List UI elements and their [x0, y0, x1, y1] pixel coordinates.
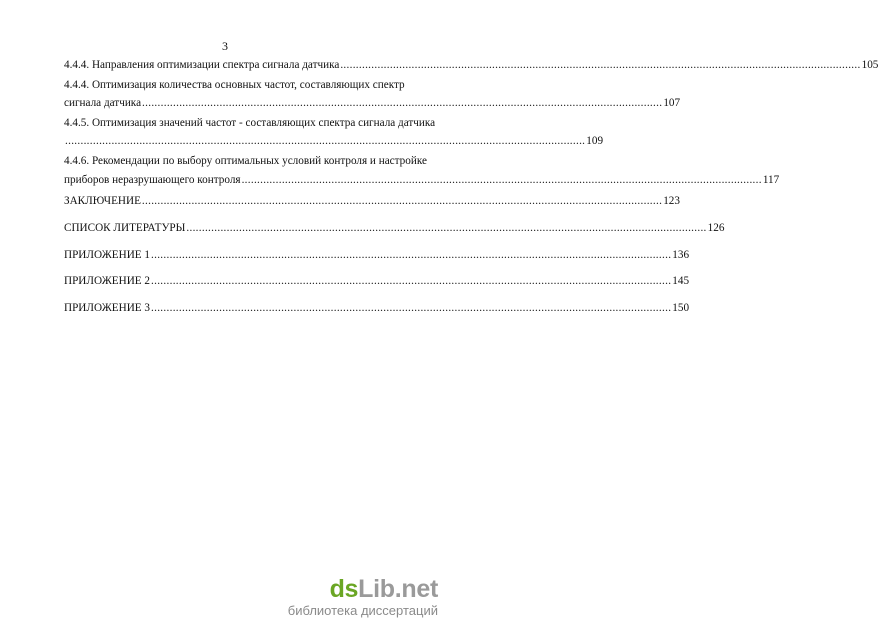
- logo-ds: ds: [329, 575, 359, 603]
- toc-entry-page: 126: [707, 222, 725, 234]
- toc-entry-page: 123: [663, 195, 680, 207]
- toc-entry-title: ПРИЛОЖЕНИЕ 1: [64, 249, 151, 261]
- toc-entry: [64, 301, 690, 316]
- dot-leader: ........................................................................................................................................................................: [241, 174, 762, 186]
- dot-leader: ........................................................................................................................................................................: [65, 135, 586, 147]
- toc-entry-page: 150: [672, 302, 690, 314]
- dot-leader: ........................................................................................................................................................................: [151, 302, 672, 314]
- toc-entry: [64, 221, 725, 236]
- dot-leader: ........................................................................................................................................................................: [186, 222, 707, 234]
- dslib-logo: [288, 575, 438, 603]
- toc-entry-title: сигнала датчика: [64, 97, 142, 109]
- dslib-watermark: [288, 575, 438, 618]
- watermark-subtitle: библиотека диссертаций: [287, 603, 438, 618]
- toc-entry: [64, 248, 690, 263]
- toc-entry: [64, 78, 419, 93]
- logo-net: .net: [394, 575, 438, 603]
- dot-leader: ........................................................................................................................................................................: [142, 97, 663, 109]
- toc-entry-continuation: [64, 173, 780, 188]
- toc-entry: [64, 116, 436, 131]
- toc-entry-page: 117: [762, 174, 780, 186]
- toc-entry-continuation: [64, 134, 604, 149]
- toc-entry-title: приборов неразрушающего контроля: [64, 174, 241, 186]
- dot-leader: ........................................................................................................................................................................: [340, 59, 861, 71]
- toc-entry-page: 109: [586, 135, 604, 147]
- toc-entry-title: СПИСОК ЛИТЕРАТУРЫ: [64, 222, 186, 234]
- dot-leader: ........................................................................................................................................................................: [141, 195, 663, 207]
- toc-entry-title: 4.4.4. Направления оптимизации спектра сигнала датчика: [64, 59, 340, 71]
- toc-entry-continuation: [64, 96, 681, 111]
- logo-lib: Lib: [358, 575, 395, 603]
- toc-entry-page: 107: [663, 97, 681, 109]
- dot-leader: ........................................................................................................................................................................: [151, 249, 672, 261]
- toc-entry-page: 145: [672, 275, 690, 287]
- toc-entry: [64, 274, 690, 289]
- page-number: 3: [222, 39, 228, 53]
- toc-entry: [64, 58, 878, 73]
- toc-entry-title: 4.4.4. Оптимизация количества основных частот, составляющих спектр: [64, 79, 405, 91]
- toc-entry-title: 4.4.5. Оптимизация значений частот - составляющих спектра сигнала датчика: [64, 117, 436, 129]
- toc-entry-title: ПРИЛОЖЕНИЕ 2: [64, 275, 151, 287]
- toc-entry: [64, 194, 680, 209]
- toc-entry-page: 136: [672, 249, 690, 261]
- dot-leader: ........................................................................................................................................................................: [151, 275, 672, 287]
- toc-entry-title: ПРИЛОЖЕНИЕ 3: [64, 302, 151, 314]
- toc-entry-title: 4.4.6. Рекомендации по выбору оптимальных условий контроля и настройке: [64, 155, 427, 167]
- toc-entry-page: 105: [861, 59, 878, 71]
- toc-entry: [64, 154, 427, 169]
- toc-entry-title: ЗАКЛЮЧЕНИЕ: [64, 195, 141, 207]
